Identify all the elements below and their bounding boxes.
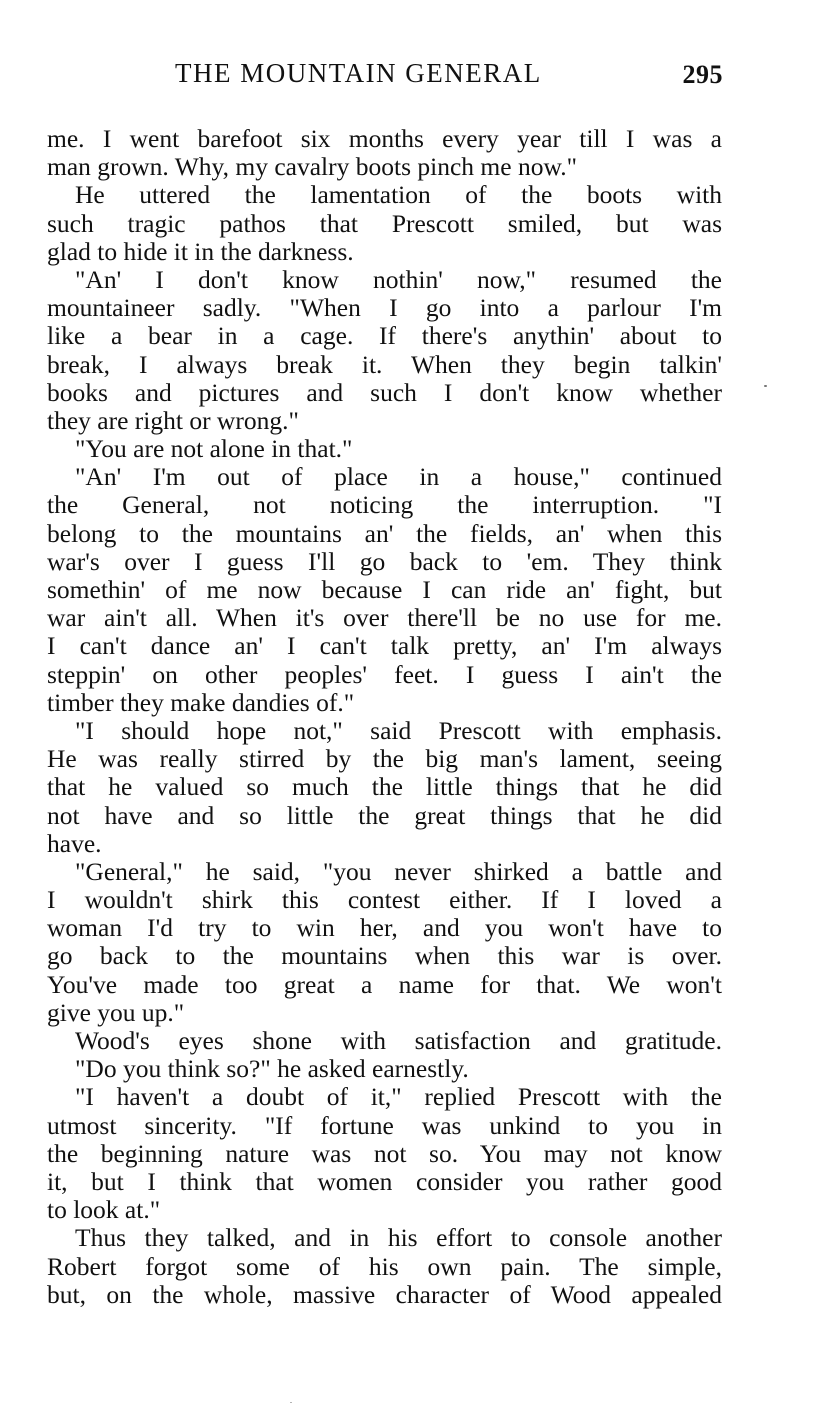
text-line: "I haven't a doubt of it," replied Prescott with the — [75, 1083, 722, 1112]
page-header — [47, 58, 723, 92]
text-line: man grown. Why, my cavalry boots pinch me now." — [47, 153, 577, 182]
print-speck — [290, 1402, 292, 1403]
text-line: "An' I'm out of place in a house," continued — [75, 463, 722, 492]
text-line: "General," he said, "you never shirked a battle and — [75, 857, 722, 886]
text-line: have. — [47, 829, 102, 858]
text-line: I wouldn't shirk this contest either. If I loved a — [47, 886, 722, 915]
text-line: Wood's eyes shone with satisfaction and gratitude. — [75, 1027, 722, 1055]
print-speck — [764, 385, 767, 387]
text-line: woman I'd try to win her, and you won't have to — [47, 914, 722, 943]
body-text — [47, 125, 722, 1309]
text-line: war ain't all. When it's over there'll be no use for me. — [47, 604, 722, 633]
text-line: "You are not alone in that." — [75, 435, 353, 464]
text-line: the beginning nature was not so. You may not know — [47, 1139, 722, 1168]
text-line: "An' I don't know nothin' now," resumed the — [75, 265, 722, 294]
text-line: books and pictures and such I don't know whether — [47, 378, 722, 407]
text-line: me. I went barefoot six months every year till I was a — [47, 125, 722, 153]
running-title: THE MOUNTAIN GENERAL — [175, 58, 542, 88]
text-line: glad to hide it in the darkness. — [47, 237, 354, 266]
text-line: utmost sincerity. "If fortune was unkind to you in — [47, 1111, 722, 1140]
text-line: such tragic pathos that Prescott smiled, but was — [47, 209, 722, 238]
text-line: "I should hope not," said Prescott with emphasis. — [75, 716, 722, 745]
text-line: steppin' on other peoples' feet. I guess I ain't the — [47, 660, 722, 689]
text-line: they are right or wrong." — [47, 406, 299, 435]
page-number: 295 — [682, 60, 723, 89]
text-line: I can't dance an' I can't talk pretty, an' I'm always — [47, 632, 722, 661]
text-line: break, I always break it. When they begin talkin' — [47, 350, 722, 379]
text-line: war's over I guess I'll go back to 'em. They think — [47, 547, 722, 576]
text-line: to look at." — [47, 1196, 161, 1225]
text-line: somethin' of me now because I can ride an' fight, but — [47, 576, 722, 604]
text-line: that he valued so much the little things that he did — [47, 773, 722, 802]
text-line: He uttered the lamentation of the boots with — [75, 181, 722, 210]
text-line: He was really stirred by the big man's lament, seeing — [47, 745, 722, 774]
text-line: belong to the mountains an' the fields, an' when this — [47, 519, 722, 548]
text-line: but, on the whole, massive character of Wood appealed — [47, 1280, 722, 1309]
text-line: mountaineer sadly. "When I go into a parlour I'm — [47, 294, 722, 323]
text-line: not have and so little the great things that he did — [47, 801, 722, 830]
text-line: it, but I think that women consider you rather good — [47, 1167, 722, 1196]
text-line: like a bear in a cage. If there's anythin' about to — [47, 322, 722, 351]
text-line: the General, not noticing the interruption. "I — [47, 491, 722, 520]
text-line: timber they make dandies of." — [47, 688, 355, 717]
text-line: You've made too great a name for that. We won't — [47, 970, 722, 999]
text-line: Thus they talked, and in his effort to console another — [75, 1224, 722, 1253]
text-line: Robert forgot some of his own pain. The simple, — [47, 1252, 722, 1281]
text-line: "Do you think so?" he asked earnestly. — [75, 1055, 469, 1084]
text-line: give you up." — [47, 998, 185, 1027]
text-line: go back to the mountains when this war is over. — [47, 942, 722, 971]
